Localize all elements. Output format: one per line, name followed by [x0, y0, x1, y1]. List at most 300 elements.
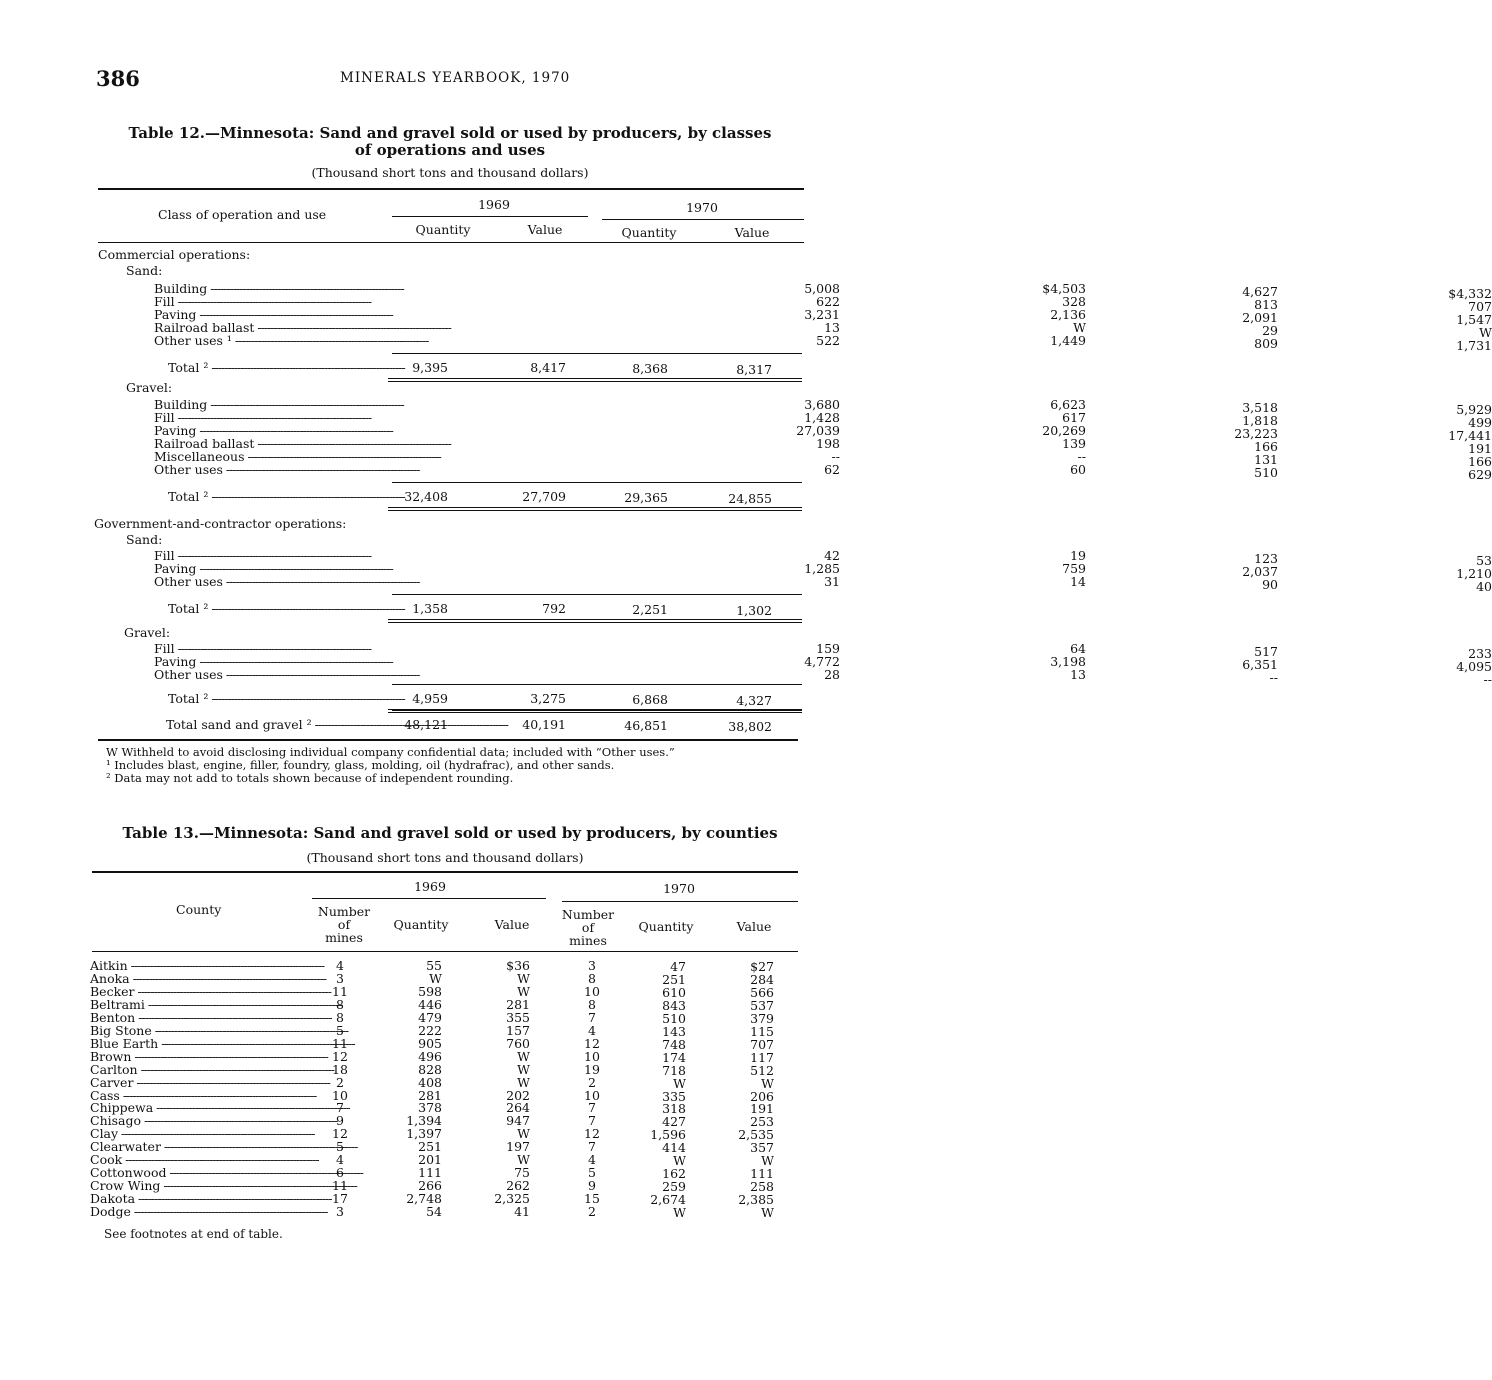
- val-1970: 707: [750, 1036, 774, 1052]
- qty-1970: 1,596: [650, 1127, 686, 1143]
- mines-1969: 3: [336, 1204, 344, 1220]
- qty-1970: 4,627: [1242, 284, 1278, 299]
- qty-1970: 162: [662, 1166, 686, 1182]
- val-1970: 111: [750, 1166, 774, 1182]
- t13-mines69-l3: mines: [325, 930, 363, 945]
- val-1969: W: [517, 1152, 530, 1168]
- col-header-qty-1970: Quantity: [621, 225, 677, 240]
- mines-1969: 12: [332, 1048, 348, 1064]
- total-qty-1970: 29,365: [624, 490, 668, 505]
- val-1970: 166: [1468, 454, 1492, 469]
- row-label: Other uses -----: [154, 463, 390, 476]
- table-row: Cook -----: [90, 1153, 308, 1166]
- double-rule: [388, 619, 802, 623]
- qty-1969: 479: [418, 1009, 442, 1025]
- t13-qty69: Quantity: [393, 917, 449, 932]
- val-1970: 2,535: [738, 1127, 774, 1143]
- mines-1970: 7: [588, 1009, 596, 1025]
- qty-1969: 62: [824, 462, 840, 477]
- qty-1969: 201: [418, 1152, 442, 1168]
- qty-1970: 143: [662, 1023, 686, 1039]
- total-qty-1970: 2,251: [632, 602, 668, 617]
- val-1970: 1,547: [1456, 312, 1492, 327]
- qty-1969: 446: [418, 996, 442, 1012]
- total-val-1970: 38,802: [728, 719, 772, 734]
- qty-1970: 510: [1254, 465, 1278, 480]
- t13-mines70-l2: of: [581, 920, 595, 935]
- qty-1970: 809: [1254, 336, 1278, 351]
- t13-header-rule: [92, 951, 798, 952]
- val-1970: 1,210: [1456, 566, 1492, 581]
- table-row: Crow Wing -----: [90, 1179, 308, 1192]
- val-1970: 253: [750, 1114, 774, 1130]
- mines-1970: 12: [584, 1035, 600, 1051]
- t13-top-rule: [92, 871, 798, 873]
- t13-val69: Value: [494, 917, 530, 932]
- qty-1970: W: [673, 1153, 686, 1169]
- table-row: Cass -----: [90, 1089, 308, 1102]
- subsection-gravel: Gravel:: [126, 380, 173, 395]
- val-1969: 1,449: [1050, 333, 1086, 348]
- footnote-w: W Withheld to avoid disclosing individual company confidential data; included with “Other uses.”: [106, 745, 675, 759]
- val-1970: 5,929: [1456, 402, 1492, 417]
- val-1969: W: [517, 1061, 530, 1077]
- row-label: Paving -----: [154, 424, 390, 437]
- val-1969: 197: [506, 1139, 530, 1155]
- header-rule: [98, 242, 804, 243]
- val-1969: 60: [1070, 462, 1086, 477]
- col-header-val-1970: Value: [734, 225, 770, 240]
- val-1969: W: [517, 983, 530, 999]
- mines-1970: 7: [588, 1113, 596, 1129]
- t13-col-1969: 1969: [414, 879, 446, 894]
- mines-1969: 4: [336, 1152, 344, 1168]
- table-12-title-cont: of operations and uses: [354, 141, 546, 159]
- qty-1969: 198: [816, 436, 840, 451]
- mines-1970: 4: [588, 1022, 596, 1038]
- qty-1970: W: [673, 1075, 686, 1091]
- t13-mines70-l1: Number: [561, 907, 615, 922]
- table-row: Carlton -----: [90, 1063, 308, 1076]
- val-1970: $4,332: [1448, 286, 1492, 301]
- mines-1969: 3: [336, 970, 344, 986]
- val-1970: 284: [750, 971, 774, 987]
- mines-1969: 11: [332, 983, 348, 999]
- qty-1970: 2,037: [1242, 564, 1278, 579]
- val-1969: 139: [1062, 436, 1086, 451]
- mines-1970: 19: [584, 1061, 600, 1077]
- subtotal-rule: [392, 482, 802, 483]
- val-1970: 117: [750, 1049, 774, 1065]
- mines-1970: 10: [584, 983, 600, 999]
- qty-1969: 42: [824, 548, 840, 563]
- total-qty-1969: 48,121: [404, 717, 448, 732]
- qty-1969: 2,748: [406, 1191, 442, 1207]
- qty-1970: 251: [662, 971, 686, 987]
- qty-1970: 748: [662, 1036, 686, 1052]
- subtotal-rule: [392, 684, 802, 685]
- val-1969: --: [1077, 449, 1086, 464]
- table-row: Chisago -----: [90, 1114, 308, 1127]
- mines-1970: 7: [588, 1100, 596, 1116]
- qty-1970: 259: [662, 1179, 686, 1195]
- table-13-title: Table 13.—Minnesota: Sand and gravel sold or used by producers, by counties: [122, 824, 778, 842]
- val-1969: 75: [514, 1165, 530, 1181]
- val-1969: W: [517, 1126, 530, 1142]
- qty-1969: 598: [418, 983, 442, 999]
- qty-1969: 1,397: [406, 1126, 442, 1142]
- mines-1969: 4: [336, 958, 344, 973]
- val-1969: W: [1073, 320, 1086, 335]
- qty-1969: 222: [418, 1022, 442, 1038]
- top-rule: [98, 188, 804, 190]
- total-label: Total ² -----: [168, 692, 388, 705]
- val-1969: 157: [506, 1022, 530, 1038]
- val-1970: 537: [750, 997, 774, 1013]
- mines-1970: 2: [588, 1204, 596, 1220]
- qty-1970: 123: [1254, 551, 1278, 566]
- val-1969: 6,623: [1050, 397, 1086, 412]
- table-row: Cottonwood -----: [90, 1166, 308, 1179]
- t13-val70: Value: [736, 919, 772, 934]
- qty-1969: 378: [418, 1100, 442, 1116]
- table-row: Dodge -----: [90, 1205, 308, 1218]
- double-rule: [388, 507, 802, 511]
- val-1969: 760: [506, 1035, 530, 1051]
- val-1969: $4,503: [1042, 281, 1086, 296]
- table-row: Benton -----: [90, 1011, 308, 1024]
- val-1969: 264: [506, 1100, 530, 1116]
- total-label: Total ² -----: [168, 490, 388, 503]
- qty-1970: 23,223: [1234, 426, 1278, 441]
- table-12-subtitle: (Thousand short tons and thousand dollars): [311, 165, 589, 180]
- col-header-class: Class of operation and use: [158, 207, 327, 222]
- qty-1969: 55: [426, 958, 442, 973]
- val-1970: 233: [1468, 646, 1492, 661]
- val-1969: 947: [506, 1113, 530, 1129]
- qty-1970: 166: [1254, 439, 1278, 454]
- qty-1970: 131: [1254, 452, 1278, 467]
- qty-1970: 1,818: [1242, 413, 1278, 428]
- mines-1970: 4: [588, 1152, 596, 1168]
- qty-1969: 251: [418, 1139, 442, 1155]
- t13-mines69-l2: of: [337, 917, 351, 932]
- rule-1970: [602, 219, 804, 220]
- total-label: Total ² -----: [168, 361, 388, 374]
- mines-1969: 12: [332, 1126, 348, 1142]
- total-qty-1969: 9,395: [412, 360, 448, 375]
- qty-1970: 90: [1262, 577, 1278, 592]
- mines-1970: 8: [588, 970, 596, 986]
- table-row: Clay -----: [90, 1127, 308, 1140]
- qty-1969: 111: [418, 1165, 442, 1181]
- mines-1969: 10: [332, 1087, 348, 1103]
- qty-1970: 318: [662, 1101, 686, 1117]
- qty-1970: 510: [662, 1010, 686, 1026]
- col-header-1969: 1969: [478, 197, 510, 212]
- val-1969: 14: [1070, 574, 1086, 589]
- footnote-1: ¹ Includes blast, engine, filler, foundry, glass, molding, oil (hydrafrac), and other sands.: [106, 758, 615, 772]
- col-header-val-1969: Value: [527, 222, 563, 237]
- mines-1969: 7: [336, 1100, 344, 1116]
- qty-1970: 6,351: [1242, 657, 1278, 672]
- val-1970: 1,731: [1456, 338, 1492, 353]
- col-header-1970: 1970: [686, 200, 718, 215]
- footnote-2: ² Data may not add to totals shown because of independent rounding.: [106, 771, 514, 785]
- total-qty-1970: 8,368: [632, 361, 668, 376]
- qty-1970: 174: [662, 1049, 686, 1065]
- qty-1969: 522: [816, 333, 840, 348]
- row-label: Other uses ¹ -----: [154, 334, 390, 347]
- mines-1970: 15: [584, 1191, 600, 1207]
- qty-1969: --: [831, 449, 840, 464]
- qty-1970: 2,674: [650, 1192, 686, 1208]
- t13-col-1970: 1970: [663, 881, 695, 896]
- qty-1969: 266: [418, 1178, 442, 1194]
- row-label: Paving -----: [154, 562, 390, 575]
- mines-1970: 10: [584, 1048, 600, 1064]
- mines-1970: 9: [588, 1178, 596, 1194]
- row-label: Other uses -----: [154, 668, 390, 681]
- qty-1969: 27,039: [796, 423, 840, 438]
- val-1969: 20,269: [1042, 423, 1086, 438]
- mines-1970: 12: [584, 1126, 600, 1142]
- mines-1969: 2: [336, 1074, 344, 1090]
- table-row: Dakota -----: [90, 1192, 308, 1205]
- mines-1970: 5: [588, 1165, 596, 1181]
- total-qty-1970: 46,851: [624, 718, 668, 733]
- mines-1969: 8: [336, 1009, 344, 1025]
- mines-1969: 5: [336, 1139, 344, 1155]
- qty-1969: 13: [824, 320, 840, 335]
- total-val-1970: 8,317: [736, 362, 772, 377]
- total-qty-1969: 1,358: [412, 601, 448, 616]
- mines-1970: 3: [588, 958, 596, 973]
- qty-1969: 3,680: [804, 397, 840, 412]
- mines-1970: 10: [584, 1087, 600, 1103]
- row-label: Other uses -----: [154, 575, 390, 588]
- qty-1970: 427: [662, 1114, 686, 1130]
- mines-1969: 6: [336, 1165, 344, 1181]
- table-row: Carver -----: [90, 1076, 308, 1089]
- t13-rule-1970: [562, 901, 798, 902]
- table-row: Brown -----: [90, 1050, 308, 1063]
- qty-1969: 281: [418, 1087, 442, 1103]
- val-1970: --: [1483, 672, 1492, 687]
- table-13-subtitle: (Thousand short tons and thousand dollars): [306, 850, 584, 865]
- table-row: Aitkin -----: [90, 959, 308, 972]
- qty-1969: 159: [816, 641, 840, 656]
- subsection-sand: Sand:: [126, 263, 163, 278]
- total-label: Total ² -----: [168, 602, 388, 615]
- subtotal-rule: [392, 353, 802, 354]
- val-1969: 41: [514, 1204, 530, 1220]
- qty-1969: 3,231: [804, 307, 840, 322]
- qty-1970: 610: [662, 984, 686, 1000]
- total-label: Total sand and gravel ² -----: [166, 718, 388, 731]
- total-val-1970: 4,327: [736, 693, 772, 708]
- total-val-1969: 27,709: [522, 489, 566, 504]
- row-label: Fill -----: [154, 549, 390, 562]
- mines-1970: 2: [588, 1074, 596, 1090]
- mines-1969: 9: [336, 1113, 344, 1129]
- row-label: Paving -----: [154, 308, 390, 321]
- val-1970: 379: [750, 1010, 774, 1026]
- mines-1969: 5: [336, 1022, 344, 1038]
- t13-mines69-l1: Number: [317, 904, 371, 919]
- mines-1969: 11: [332, 1178, 348, 1194]
- rule-1969: [392, 216, 588, 217]
- t13-col-county: County: [176, 902, 222, 917]
- val-1969: 355: [506, 1009, 530, 1025]
- subsection-gov-sand: Sand:: [126, 532, 163, 547]
- total-val-1969: 40,191: [522, 717, 566, 732]
- mines-1969: 17: [332, 1191, 348, 1207]
- qty-1969: 54: [426, 1204, 442, 1220]
- qty-1969: 622: [816, 294, 840, 309]
- table-row: Becker -----: [90, 985, 308, 998]
- t13-rule-1969: [312, 898, 546, 899]
- page-number: 386: [96, 66, 140, 91]
- qty-1969: 496: [418, 1048, 442, 1064]
- table-row: Beltrami -----: [90, 998, 308, 1011]
- mines-1970: 7: [588, 1139, 596, 1155]
- subtotal-rule: [392, 594, 802, 595]
- subsection-gov-gravel: Gravel:: [124, 625, 171, 640]
- table-row: Blue Earth -----: [90, 1037, 308, 1050]
- table-row: Chippewa -----: [90, 1101, 308, 1114]
- mines-1970: 8: [588, 996, 596, 1012]
- row-label: Miscellaneous -----: [154, 450, 390, 463]
- table-12-title: Table 12.—Minnesota: Sand and gravel sold or used by producers, by classes: [128, 124, 772, 142]
- total-val-1969: 792: [542, 601, 566, 616]
- qty-1970: 3,518: [1242, 400, 1278, 415]
- total-qty-1970: 6,868: [632, 692, 668, 707]
- val-1969: 13: [1070, 667, 1086, 682]
- row-label: Fill -----: [154, 411, 390, 424]
- qty-1970: W: [673, 1205, 686, 1221]
- qty-1970: 813: [1254, 297, 1278, 312]
- val-1969: 3,198: [1050, 654, 1086, 669]
- val-1969: W: [517, 1048, 530, 1064]
- row-label: Building -----: [154, 398, 390, 411]
- val-1969: 759: [1062, 561, 1086, 576]
- val-1969: 262: [506, 1178, 530, 1194]
- total-qty-1969: 4,959: [412, 691, 448, 706]
- val-1970: 512: [750, 1062, 774, 1078]
- val-1970: W: [761, 1075, 774, 1091]
- running-head: MINERALS YEARBOOK, 1970: [340, 70, 571, 86]
- val-1970: 629: [1468, 467, 1492, 482]
- val-1969: 328: [1062, 294, 1086, 309]
- qty-1970: 47: [670, 959, 686, 974]
- qty-1969: 905: [418, 1035, 442, 1051]
- qty-1969: 1,428: [804, 410, 840, 425]
- qty-1970: 843: [662, 997, 686, 1013]
- row-label: Railroad ballast -----: [154, 437, 390, 450]
- val-1970: 53: [1476, 553, 1492, 568]
- mines-1969: 11: [332, 1035, 348, 1051]
- mines-1969: 8: [336, 996, 344, 1012]
- qty-1970: 718: [662, 1062, 686, 1078]
- qty-1970: 335: [662, 1088, 686, 1104]
- qty-1970: --: [1269, 670, 1278, 685]
- total-qty-1969: 32,408: [404, 489, 448, 504]
- row-label: Paving -----: [154, 655, 390, 668]
- double-rule: [388, 378, 802, 382]
- qty-1969: 31: [824, 574, 840, 589]
- val-1970: 206: [750, 1088, 774, 1104]
- val-1969: 19: [1070, 548, 1086, 563]
- qty-1970: 414: [662, 1140, 686, 1156]
- val-1970: 115: [750, 1023, 774, 1039]
- table-row: Anoka -----: [90, 972, 308, 985]
- val-1970: 566: [750, 984, 774, 1000]
- val-1970: 499: [1468, 415, 1492, 430]
- qty-1969: W: [429, 970, 442, 986]
- qty-1969: 408: [418, 1074, 442, 1090]
- val-1969: 617: [1062, 410, 1086, 425]
- val-1970: 258: [750, 1179, 774, 1195]
- subtotal-rule: [392, 710, 802, 711]
- qty-1970: 29: [1262, 323, 1278, 338]
- val-1970: $27: [750, 959, 774, 974]
- val-1970: 191: [1468, 441, 1492, 456]
- qty-1969: 5,008: [804, 281, 840, 296]
- qty-1969: 4,772: [804, 654, 840, 669]
- total-val-1969: 3,275: [530, 691, 566, 706]
- table-row: Big Stone -----: [90, 1024, 308, 1037]
- total-val-1969: 8,417: [530, 360, 566, 375]
- val-1970: W: [1479, 325, 1492, 340]
- row-label: Fill -----: [154, 295, 390, 308]
- t13-footnote: See footnotes at end of table.: [104, 1227, 283, 1241]
- val-1969: 281: [506, 996, 530, 1012]
- row-label: Railroad ballast -----: [154, 321, 390, 334]
- val-1970: 17,441: [1448, 428, 1492, 443]
- val-1970: W: [761, 1205, 774, 1221]
- val-1969: 2,325: [494, 1191, 530, 1207]
- val-1969: $36: [506, 958, 530, 973]
- val-1970: W: [761, 1153, 774, 1169]
- val-1969: 202: [506, 1087, 530, 1103]
- qty-1969: 1,285: [804, 561, 840, 576]
- qty-1970: 2,091: [1242, 310, 1278, 325]
- col-header-qty-1969: Quantity: [415, 222, 471, 237]
- val-1970: 40: [1476, 579, 1492, 594]
- row-label: Fill -----: [154, 642, 390, 655]
- val-1970: 357: [750, 1140, 774, 1156]
- section-government: Government-and-contractor operations:: [94, 516, 347, 531]
- qty-1970: 517: [1254, 644, 1278, 659]
- mines-1969: 18: [332, 1061, 348, 1077]
- val-1970: 2,385: [738, 1192, 774, 1208]
- t13-mines70-l3: mines: [569, 933, 607, 948]
- total-val-1970: 24,855: [728, 491, 772, 506]
- qty-1969: 28: [824, 667, 840, 682]
- val-1969: W: [517, 970, 530, 986]
- qty-1969: 1,394: [406, 1113, 442, 1129]
- val-1970: 707: [1468, 299, 1492, 314]
- bottom-rule: [98, 739, 798, 741]
- val-1969: 2,136: [1050, 307, 1086, 322]
- val-1970: 4,095: [1456, 659, 1492, 674]
- t13-qty70: Quantity: [638, 919, 694, 934]
- section-commercial: Commercial operations:: [98, 247, 251, 262]
- val-1969: W: [517, 1074, 530, 1090]
- qty-1969: 828: [418, 1061, 442, 1077]
- row-label: Building -----: [154, 282, 390, 295]
